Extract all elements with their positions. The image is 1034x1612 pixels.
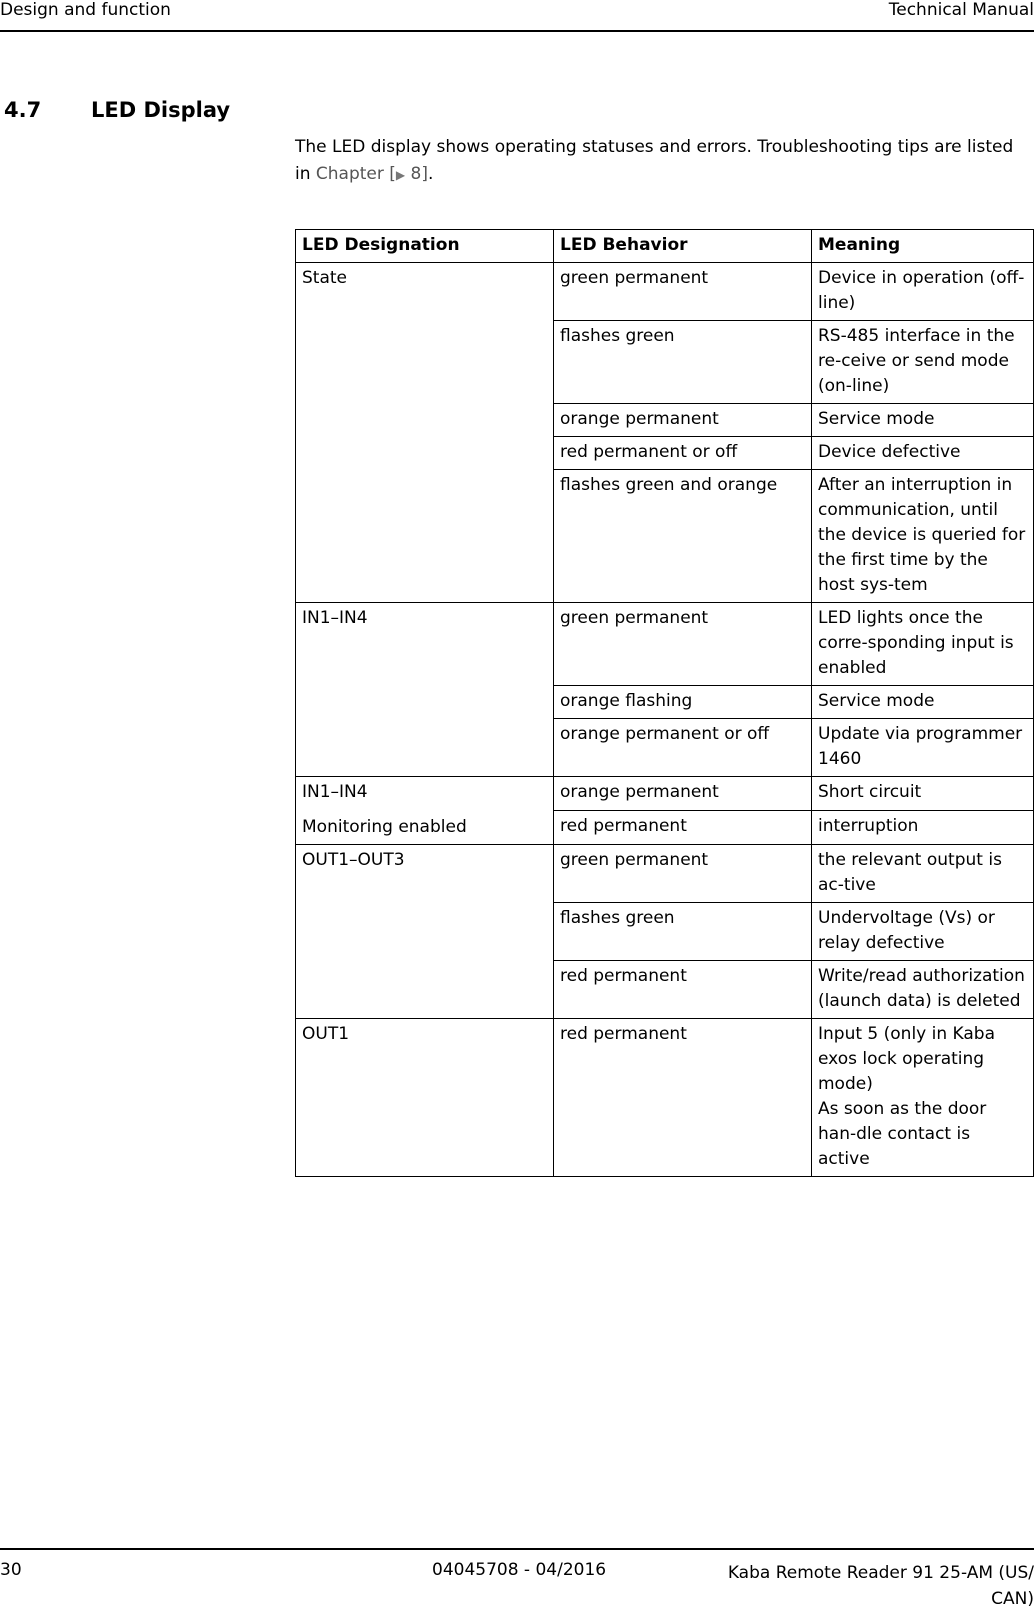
cell-led-behavior: orange permanent <box>554 777 812 811</box>
table-header-row <box>296 230 1034 263</box>
designation-sublabel: Monitoring enabled <box>302 817 467 837</box>
chapter-link[interactable] <box>316 164 428 184</box>
intro-text: The LED display shows operating statuses and errors. Troubleshooting tips are listed in <box>295 137 1014 184</box>
product-name: Kaba Remote Reader 91 25-AM (US/ CAN) <box>727 1563 1034 1609</box>
cell-led-behavior: red permanent <box>554 811 812 845</box>
header-chapter: Design and function <box>0 0 171 20</box>
cell-led-designation <box>296 263 554 603</box>
intro-paragraph <box>295 134 1029 189</box>
cell-meaning: Write/read authorization (launch data) is deleted <box>812 961 1034 1019</box>
table-body <box>296 263 1034 1177</box>
cell-led-behavior: orange permanent or off <box>554 719 812 777</box>
led-table <box>295 229 1034 1177</box>
designation-label: State <box>302 268 347 288</box>
table-row <box>296 845 1034 903</box>
cell-led-behavior: green permanent <box>554 603 812 686</box>
link-arrow-icon: ▶ <box>395 168 406 182</box>
cell-led-designation <box>296 603 554 777</box>
table-row <box>296 1019 1034 1177</box>
cell-led-behavior: orange flashing <box>554 686 812 719</box>
section-title: LED Display <box>91 98 231 122</box>
cell-meaning: Undervoltage (Vs) or relay defective <box>812 903 1034 961</box>
header-rule <box>0 30 1034 32</box>
cell-meaning: interruption <box>812 811 1034 845</box>
header-doc-type: Technical Manual <box>888 0 1034 20</box>
table-row <box>296 603 1034 686</box>
cell-meaning: After an interruption in communication, until the device is queried for the first time by the host sys-tem <box>812 470 1034 603</box>
cell-meaning: the relevant output is ac-tive <box>812 845 1034 903</box>
table-row <box>296 263 1034 321</box>
designation-label: IN1–IN4 <box>302 782 368 802</box>
cell-meaning: Update via programmer 1460 <box>812 719 1034 777</box>
header-meaning: Meaning <box>812 230 1034 263</box>
section-number: 4.7 <box>4 98 42 122</box>
cell-led-designation <box>296 845 554 1019</box>
designation-label: OUT1–OUT3 <box>302 850 405 870</box>
cell-led-behavior: flashes green <box>554 321 812 404</box>
cell-led-designation <box>296 777 554 845</box>
cell-led-behavior: green permanent <box>554 845 812 903</box>
table-row <box>296 777 1034 811</box>
header-led-designation: LED Designation <box>296 230 554 263</box>
cell-meaning: Input 5 (only in Kaba exos lock operating mode) As soon as the door han-dle contact is active <box>812 1019 1034 1177</box>
document-number: 04045708 - 04/2016 <box>432 1560 607 1580</box>
cell-led-behavior: orange permanent <box>554 404 812 437</box>
intro-end: . <box>428 164 434 184</box>
cell-meaning: Short circuit <box>812 777 1034 811</box>
cell-meaning: Device defective <box>812 437 1034 470</box>
cell-led-designation <box>296 1019 554 1177</box>
cell-meaning: Device in operation (off-line) <box>812 263 1034 321</box>
footer-rule <box>0 1548 1034 1550</box>
cell-meaning: RS-485 interface in the re-ceive or send mode (on-line) <box>812 321 1034 404</box>
cell-led-behavior: red permanent <box>554 1019 812 1177</box>
page-number: 30 <box>0 1560 22 1580</box>
chapter-link-page: 8] <box>405 164 429 184</box>
cell-meaning: Service mode <box>812 686 1034 719</box>
chapter-link-label: Chapter [ <box>315 164 396 184</box>
designation-label: IN1–IN4 <box>302 608 368 628</box>
cell-meaning: LED lights once the corre-sponding input is enabled <box>812 603 1034 686</box>
cell-led-behavior: green permanent <box>554 263 812 321</box>
header-led-behavior: LED Behavior <box>554 230 812 263</box>
designation-label: OUT1 <box>302 1024 350 1044</box>
cell-led-behavior: flashes green and orange <box>554 470 812 603</box>
cell-led-behavior: red permanent <box>554 961 812 1019</box>
cell-led-behavior: red permanent or off <box>554 437 812 470</box>
cell-led-behavior: flashes green <box>554 903 812 961</box>
cell-meaning: Service mode <box>812 404 1034 437</box>
